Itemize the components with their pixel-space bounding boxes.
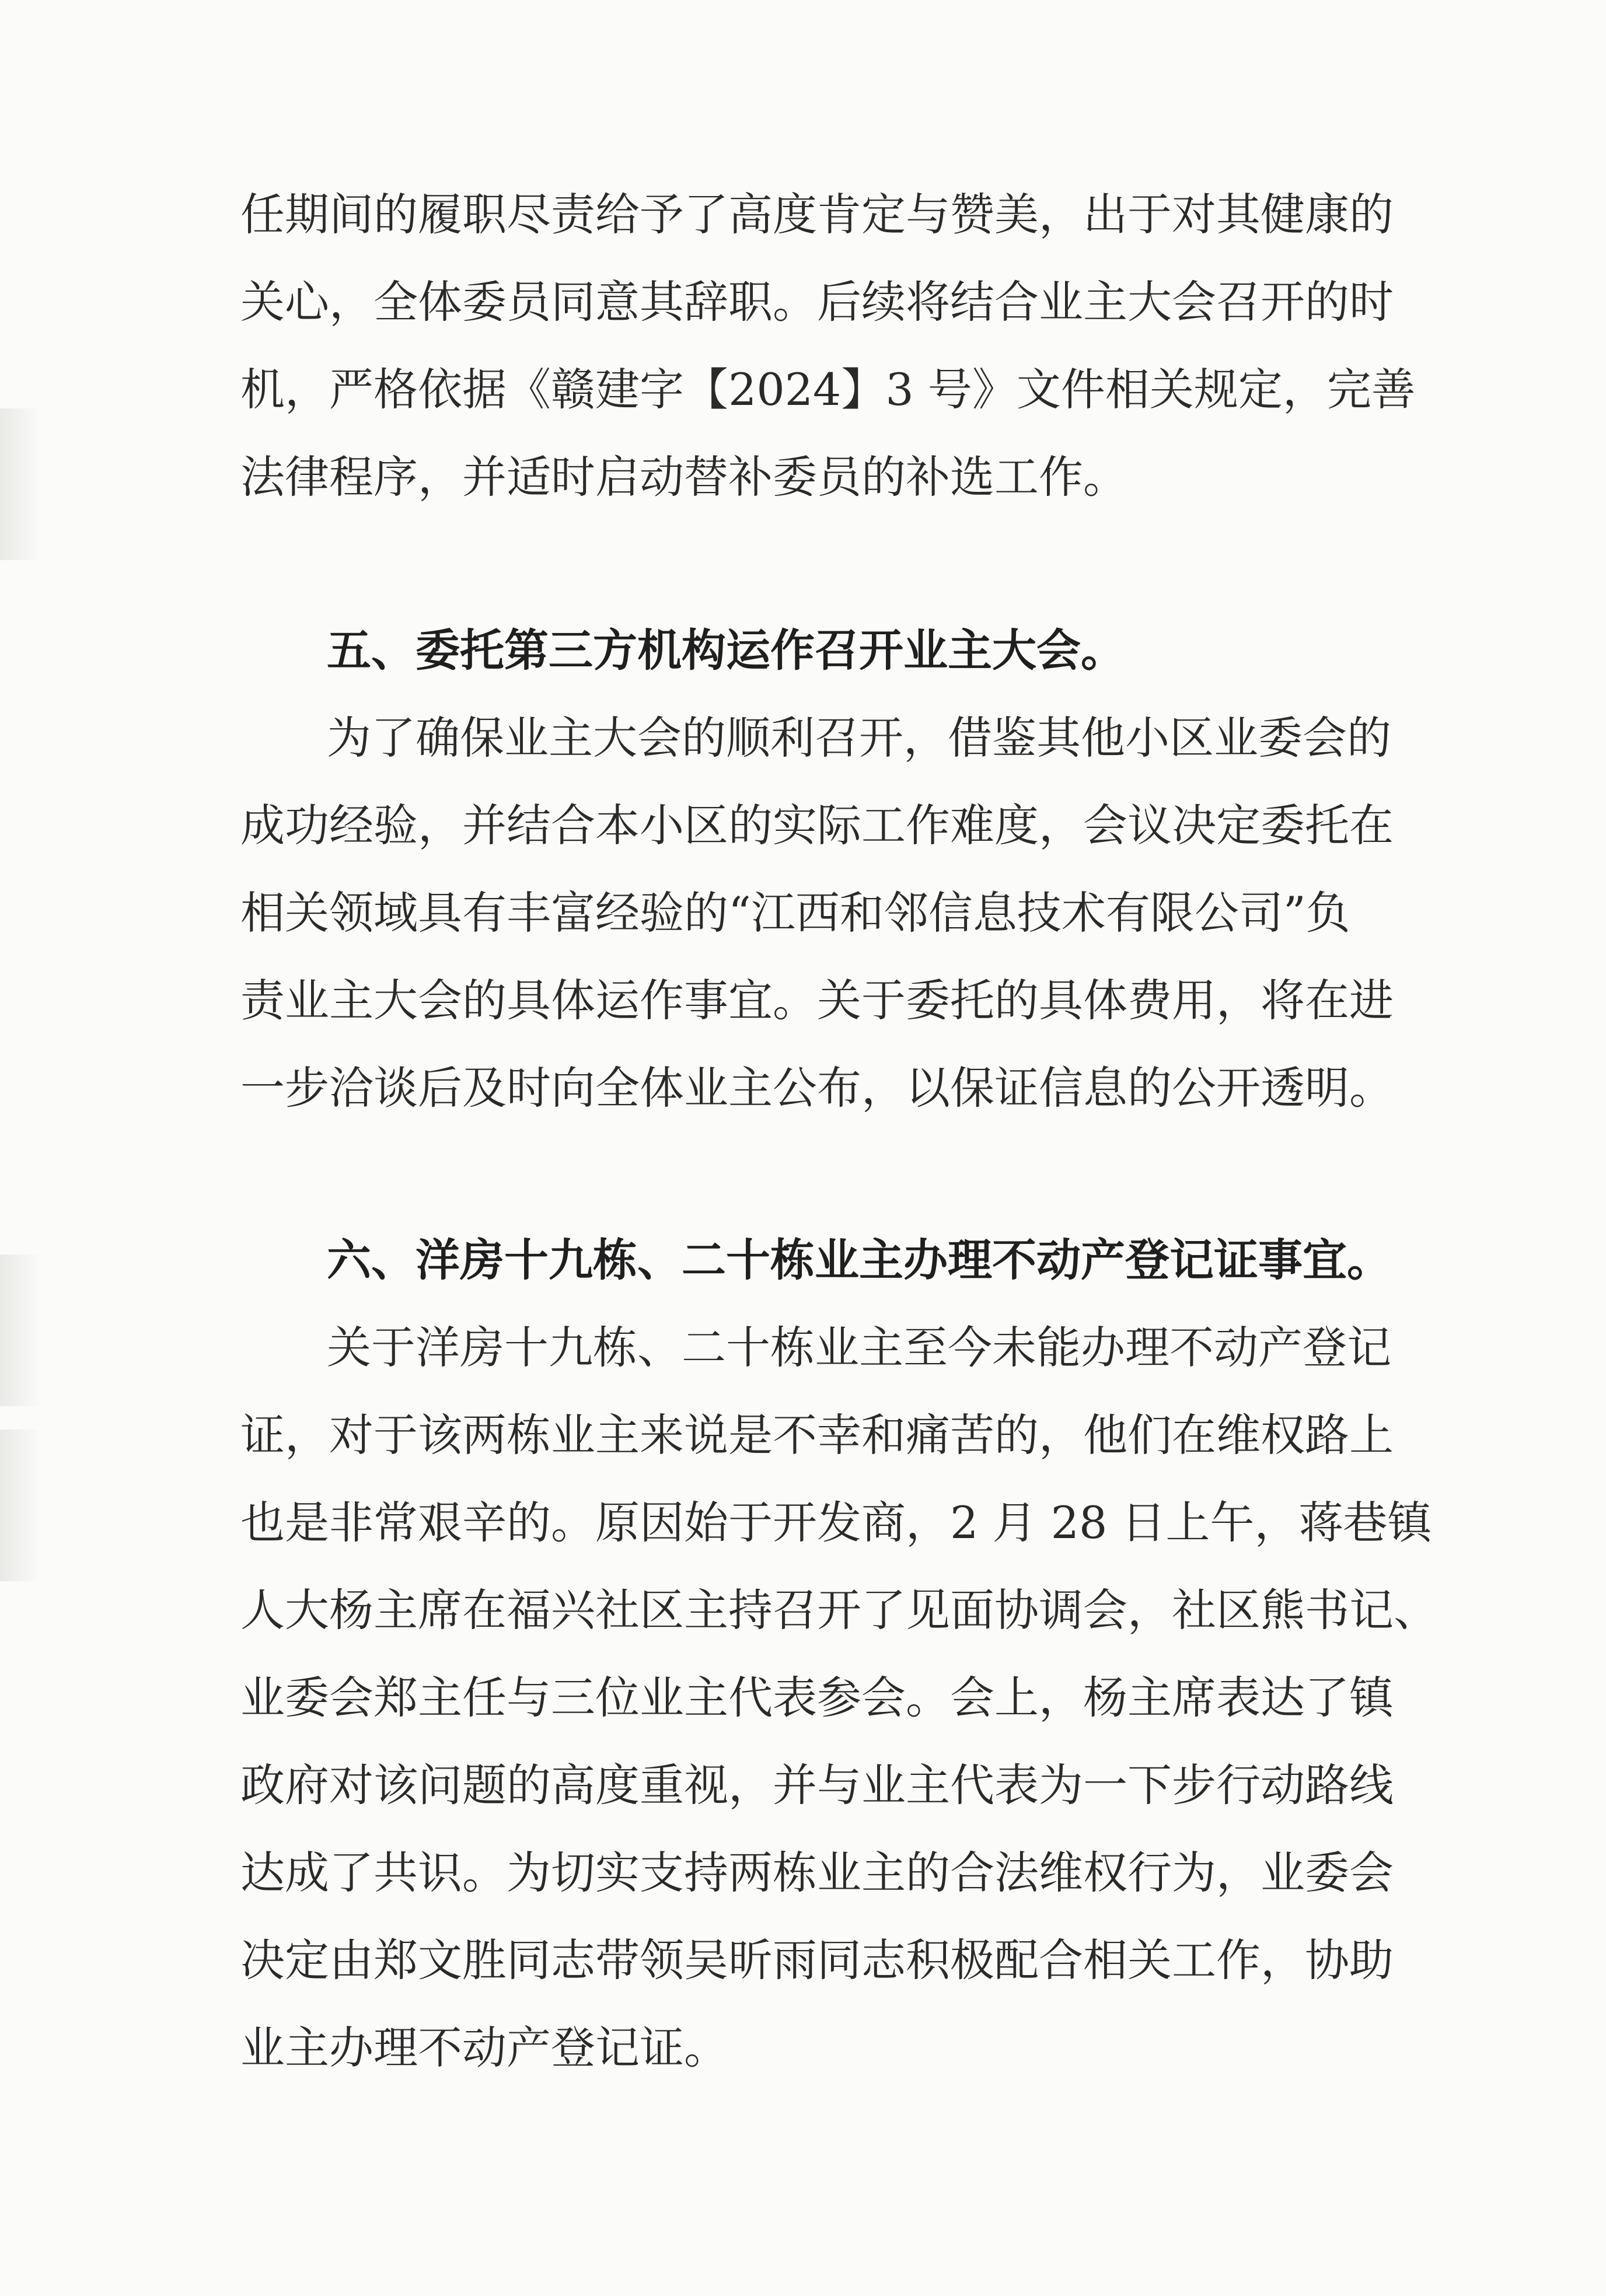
paragraph-line: 也是非常艰辛的。原因始于开发商，2 月 28 日上午，蒋巷镇	[240, 1497, 1432, 1549]
paragraph-line: 为了确保业主大会的顺利召开，借鉴其他小区业委会的	[327, 712, 1391, 764]
paragraph-line: 相关领域具有丰富经验的“江西和邻信息技术有限公司”负	[240, 887, 1350, 939]
paragraph-line: 业主办理不动产登记证。	[240, 2022, 728, 2074]
paragraph-line: 一步洽谈后及时向全体业主公布，以保证信息的公开透明。	[240, 1062, 1394, 1114]
paragraph-line: 达成了共识。为切实支持两栋业主的合法维权行为，业委会	[240, 1847, 1394, 1899]
paragraph-line: 人大杨主席在福兴社区主持召开了见面协调会，社区熊书记、	[240, 1584, 1438, 1636]
paragraph-line: 业委会郑主任与三位业主代表参会。会上，杨主席表达了镇	[240, 1672, 1394, 1724]
scan-edge-shadow	[0, 408, 41, 560]
paragraph-line: 责业主大会的具体运作事宜。关于委托的具体费用，将在进	[240, 974, 1394, 1026]
paragraph-line: 任期间的履职尽责给予了高度肯定与赞美，出于对其健康的	[240, 188, 1394, 240]
scan-edge-shadow	[0, 1430, 41, 1581]
section-heading: 五、委托第三方机构运作召开业主大会。	[327, 624, 1125, 676]
section-heading: 六、洋房十九栋、二十栋业主办理不动产登记证事宜。	[327, 1234, 1391, 1286]
paragraph-line: 成功经验，并结合本小区的实际工作难度，会议决定委托在	[240, 799, 1394, 851]
paragraph-line: 关于洋房十九栋、二十栋业主至今未能办理不动产登记	[327, 1322, 1391, 1374]
scan-edge-shadow	[0, 1254, 41, 1406]
paragraph-line: 政府对该问题的高度重视，并与业主代表为一下步行动路线	[240, 1759, 1394, 1811]
paragraph-line: 机，严格依据《赣建字【2024】3 号》文件相关规定，完善	[240, 364, 1416, 415]
paragraph-line: 证，对于该两栋业主来说是不幸和痛苦的，他们在维权路上	[240, 1409, 1394, 1461]
paragraph-line: 法律程序，并适时启动替补委员的补选工作。	[240, 451, 1127, 503]
paragraph-line: 决定由郑文胜同志带领吴昕雨同志积极配合相关工作，协助	[240, 1934, 1394, 1986]
paragraph-line: 关心，全体委员同意其辞职。后续将结合业主大会召开的时	[240, 276, 1394, 328]
